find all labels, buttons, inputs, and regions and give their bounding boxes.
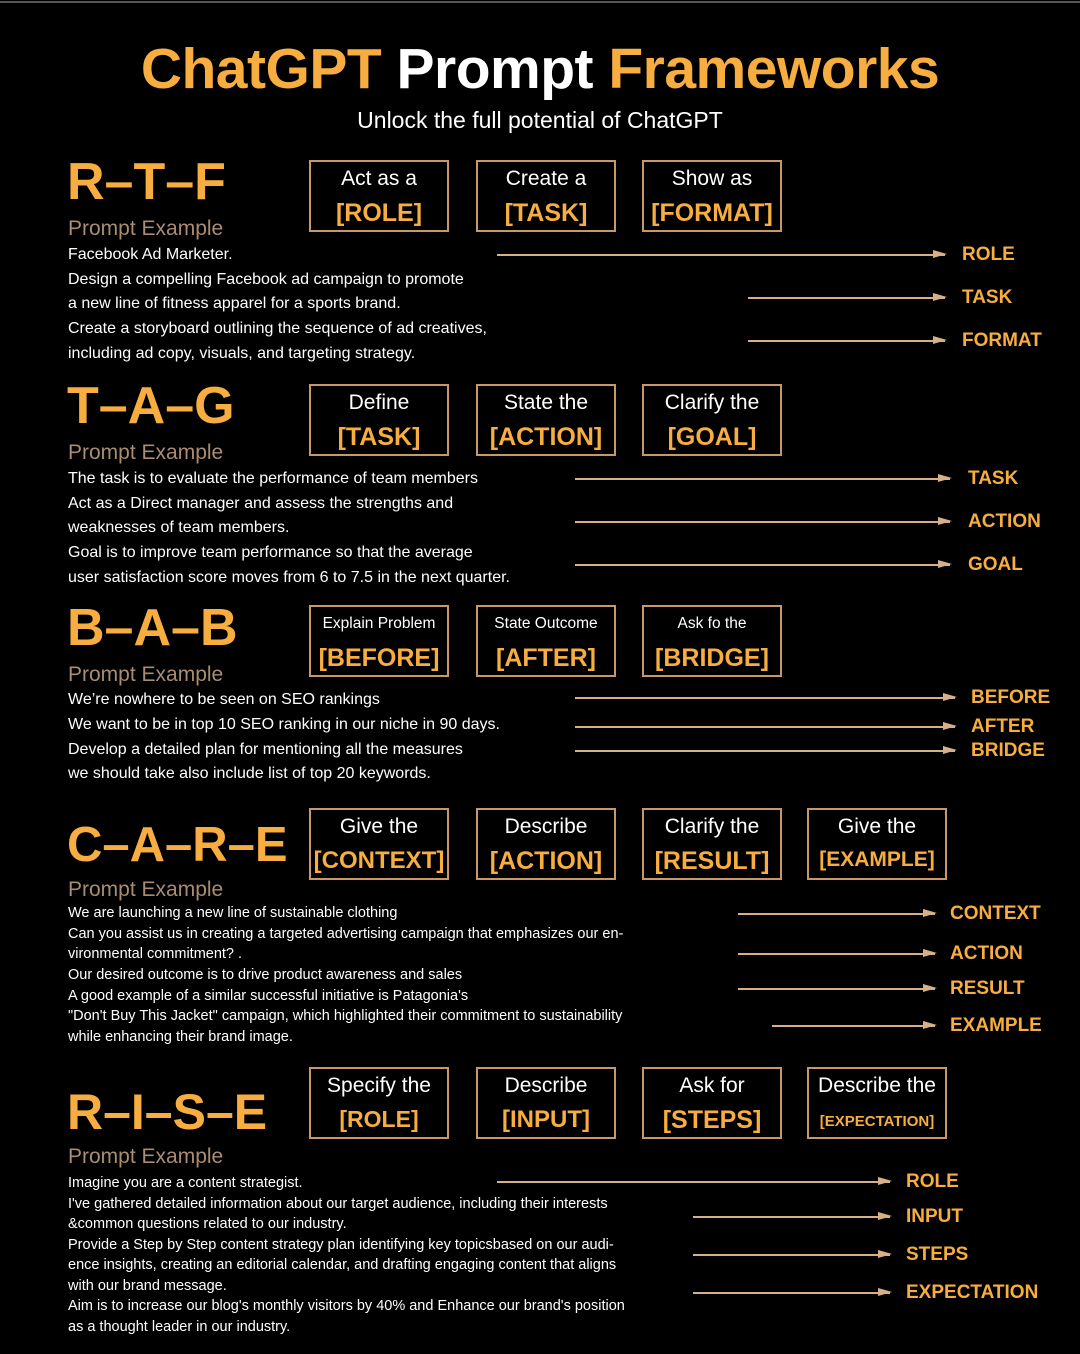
- framework-box: [309, 160, 449, 232]
- component-label: BRIDGE: [971, 740, 1045, 761]
- component-label: STEPS: [906, 1244, 969, 1265]
- box-keyword: [EXPECTATION]: [819, 1113, 935, 1130]
- page-title: [0, 36, 1080, 102]
- framework-box: [476, 1067, 616, 1139]
- example-line: while enhancing their brand image.: [68, 1029, 293, 1045]
- example-line: The task is to evaluate the performance of team members: [68, 470, 478, 487]
- framework-box: [476, 160, 616, 232]
- framework-box: [642, 160, 782, 232]
- example-line: I've gathered detailed information about our target audience, including their interests: [68, 1196, 608, 1212]
- example-line: vironmental commitment? .: [68, 946, 243, 962]
- box-instruction: Explain Problem: [322, 615, 436, 632]
- example-line: Develop a detailed plan for mentioning all the measures: [68, 741, 463, 758]
- box-instruction: Describe the: [818, 1074, 936, 1097]
- box-keyword: [AFTER]: [496, 644, 596, 672]
- arrow-icon: [738, 953, 935, 955]
- framework-acronym: B–A–B: [67, 599, 238, 657]
- box-instruction: Show as: [671, 167, 753, 190]
- component-label: FORMAT: [962, 330, 1042, 351]
- framework-box: [476, 808, 616, 880]
- framework-acronym: R–T–F: [67, 153, 226, 211]
- example-line: We are launching a new line of sustainable clothing: [68, 905, 398, 921]
- example-line: Our desired outcome is to drive product awareness and sales: [68, 967, 463, 983]
- arrow-icon: [748, 340, 945, 342]
- framework-box: [642, 605, 782, 677]
- framework-box: [309, 808, 449, 880]
- arrow-icon: [693, 1292, 890, 1294]
- example-line: Provide a Step by Step content strategy plan identifying key topicsbased on our audi-: [68, 1237, 614, 1253]
- example-line: as a thought leader in our industry.: [68, 1319, 291, 1335]
- prompt-example-label: Prompt Example: [68, 1145, 224, 1168]
- box-instruction: Describe: [504, 815, 588, 838]
- arrow-icon: [693, 1254, 890, 1256]
- arrow-icon: [772, 1025, 935, 1027]
- box-instruction: Ask fo the: [677, 615, 747, 632]
- box-keyword: [BRIDGE]: [655, 644, 769, 672]
- box-keyword: [ACTION]: [489, 847, 603, 875]
- component-label: AFTER: [971, 716, 1035, 737]
- example-line: weaknesses of team members.: [68, 519, 290, 536]
- arrow-icon: [575, 521, 950, 523]
- box-instruction: Clarify the: [664, 391, 760, 414]
- arrow-icon: [575, 478, 950, 480]
- component-label: EXPECTATION: [906, 1282, 1039, 1303]
- example-line: a new line of fitness apparel for a sports brand.: [68, 295, 401, 312]
- component-label: TASK: [968, 468, 1019, 489]
- box-keyword: [CONTEXT]: [313, 847, 445, 874]
- box-instruction: State Outcome: [494, 615, 598, 632]
- box-keyword: [RESULT]: [654, 847, 770, 875]
- component-label: EXAMPLE: [950, 1015, 1042, 1036]
- arrow-icon: [575, 697, 955, 699]
- framework-box: [807, 1067, 947, 1139]
- example-line: Design a compelling Facebook ad campaign to promote: [68, 271, 464, 288]
- example-line: with our brand message.: [68, 1278, 227, 1294]
- arrow-icon: [575, 750, 955, 752]
- framework-box: [642, 1067, 782, 1139]
- box-instruction: Describe: [504, 1074, 588, 1097]
- arrow-icon: [497, 254, 945, 256]
- component-label: ROLE: [906, 1171, 959, 1192]
- box-instruction: Give the: [339, 815, 419, 838]
- framework-box: [476, 384, 616, 456]
- prompt-example-label: Prompt Example: [68, 878, 224, 901]
- arrow-icon: [575, 564, 950, 566]
- arrow-icon: [748, 297, 945, 299]
- box-keyword: [FORMAT]: [651, 199, 773, 227]
- subtitle: Unlock the full potential of ChatGPT: [357, 107, 723, 133]
- example-line: Aim is to increase our blog's monthly visitors by 40% and Enhance our brand's position: [68, 1298, 625, 1314]
- box-instruction: Create a: [505, 167, 587, 190]
- component-label: RESULT: [950, 978, 1025, 999]
- box-instruction: Define: [348, 391, 410, 414]
- example-line: we should take also include list of top 20 keywords.: [68, 765, 431, 782]
- prompt-example-label: Prompt Example: [68, 217, 224, 240]
- title-prompt: Prompt: [396, 37, 593, 101]
- component-label: ACTION: [968, 511, 1041, 532]
- framework-acronym: R–I–S–E: [67, 1084, 268, 1140]
- example-line: We want to be in top 10 SEO ranking in our niche in 90 days.: [68, 716, 500, 733]
- example-line: A good example of a similar successful initiative is Patagonia's: [68, 988, 469, 1004]
- component-label: GOAL: [968, 554, 1023, 575]
- box-keyword: [STEPS]: [662, 1106, 762, 1134]
- box-keyword: [BEFORE]: [318, 644, 440, 672]
- box-keyword: [ACTION]: [489, 423, 603, 451]
- example-line: Imagine you are a content strategist.: [68, 1175, 303, 1191]
- title-chatgpt: ChatGPT: [140, 37, 382, 101]
- prompt-example-label: Prompt Example: [68, 441, 224, 464]
- framework-box: [476, 605, 616, 677]
- example-line: user satisfaction score moves from 6 to 7.5 in the next quarter.: [68, 569, 510, 586]
- box-instruction: State the: [503, 391, 589, 414]
- framework-box: [642, 808, 782, 880]
- arrow-icon: [738, 988, 935, 990]
- box-instruction: Give the: [837, 815, 917, 838]
- box-keyword: [EXAMPLE]: [819, 848, 935, 871]
- box-keyword: [ROLE]: [339, 1106, 419, 1132]
- framework-box: [642, 384, 782, 456]
- example-line: Goal is to improve team performance so that the average: [68, 544, 473, 561]
- component-label: TASK: [962, 287, 1013, 308]
- arrow-icon: [497, 1181, 890, 1183]
- example-line: ence insights, creating an editorial calendar, and drafting engaging content that aligns: [68, 1257, 617, 1273]
- example-line: Act as a Direct manager and assess the strengths and: [68, 495, 454, 512]
- example-line: &common questions related to our industry.: [68, 1216, 347, 1232]
- title-frameworks: Frameworks: [608, 37, 940, 101]
- component-label: ROLE: [962, 244, 1015, 265]
- component-label: CONTEXT: [950, 903, 1041, 924]
- box-keyword: [GOAL]: [667, 423, 757, 451]
- box-keyword: [INPUT]: [502, 1106, 590, 1133]
- box-instruction: Clarify the: [664, 815, 760, 838]
- component-label: BEFORE: [971, 687, 1051, 708]
- arrow-icon: [575, 726, 955, 728]
- example-line: Facebook Ad Marketer.: [68, 246, 233, 263]
- box-instruction: Ask for: [679, 1074, 745, 1097]
- framework-box: [309, 605, 449, 677]
- framework-box: [309, 1067, 449, 1139]
- framework-box: [807, 808, 947, 880]
- box-instruction: Specify the: [327, 1074, 431, 1097]
- example-line: Create a storyboard outlining the sequence of ad creatives,: [68, 320, 487, 337]
- box-keyword: [TASK]: [337, 423, 421, 451]
- framework-box: [309, 384, 449, 456]
- box-keyword: [ROLE]: [335, 199, 423, 227]
- framework-acronym: T–A–G: [67, 377, 235, 435]
- prompt-example-label: Prompt Example: [68, 663, 224, 686]
- example-line: including ad copy, visuals, and targeting strategy.: [68, 345, 416, 362]
- framework-acronym: C–A–R–E: [67, 818, 288, 872]
- top-divider: [0, 1, 1080, 3]
- component-label: ACTION: [950, 943, 1023, 964]
- example-line: We’re nowhere to be seen on SEO rankings: [68, 691, 380, 708]
- example-line: Can you assist us in creating a targeted advertising campaign that emphasizes our en-: [68, 926, 624, 942]
- box-keyword: [TASK]: [504, 199, 588, 227]
- arrow-icon: [693, 1216, 890, 1218]
- example-line: "Don't Buy This Jacket" campaign, which highlighted their commitment to sustainability: [68, 1008, 623, 1024]
- component-label: INPUT: [906, 1206, 963, 1227]
- box-instruction: Act as a: [341, 167, 417, 190]
- arrow-icon: [738, 913, 935, 915]
